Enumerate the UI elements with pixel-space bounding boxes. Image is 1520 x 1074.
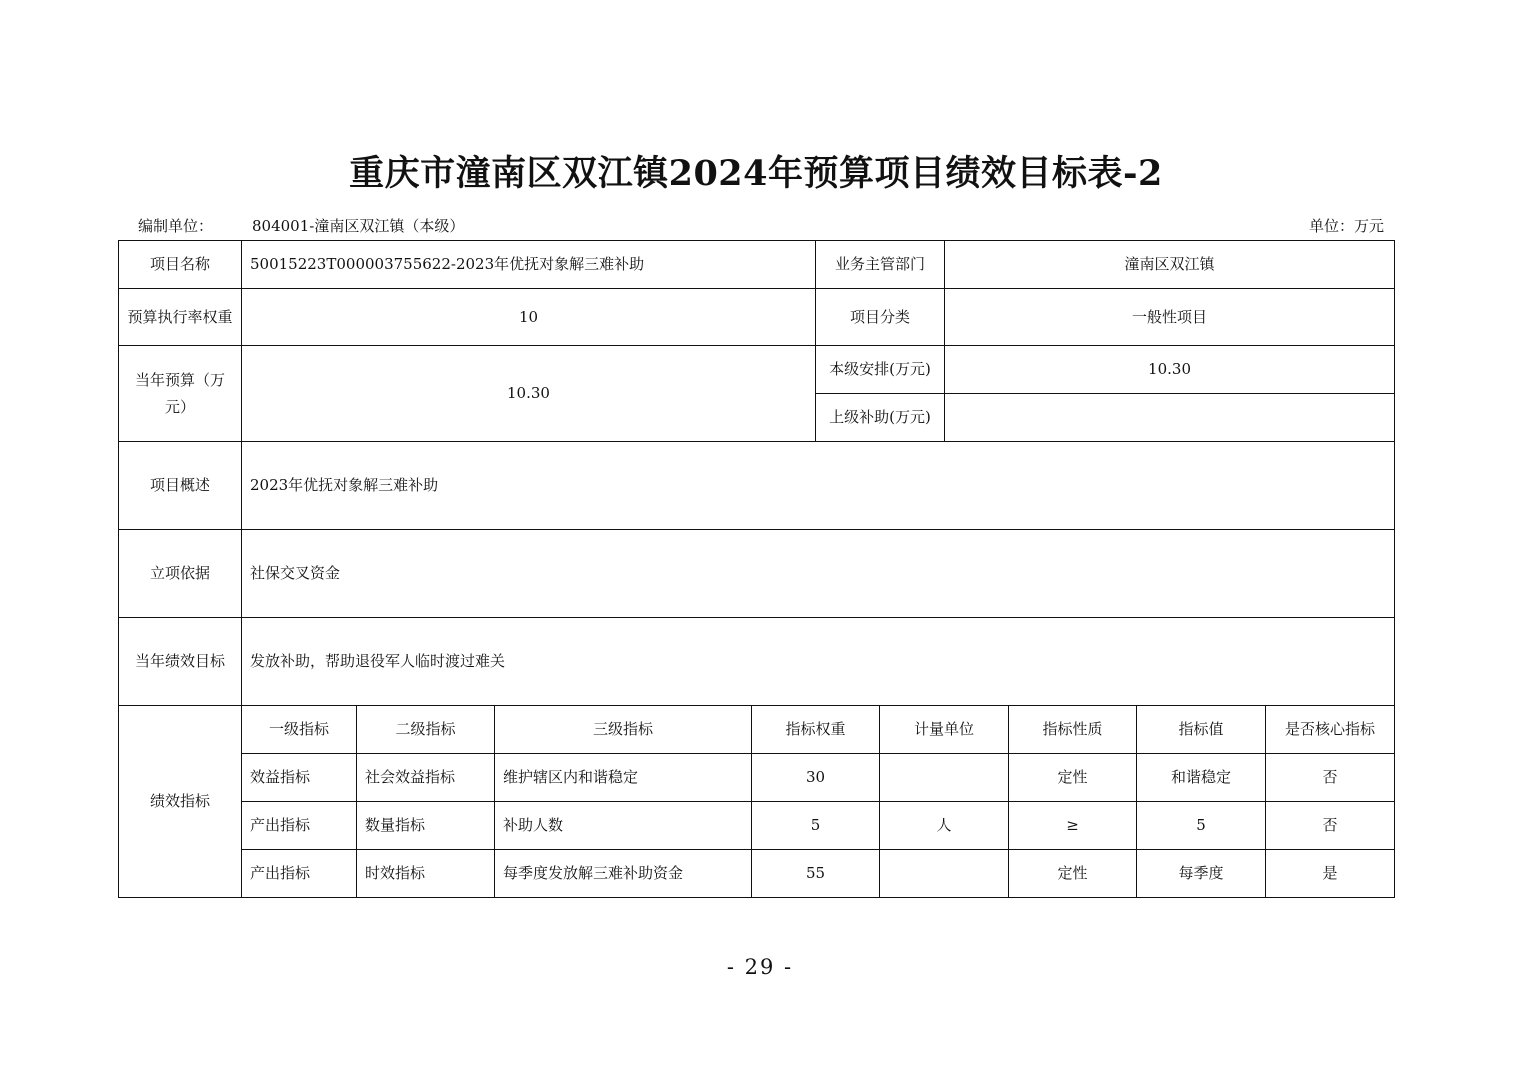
perf-cell-weight: 55 (752, 850, 880, 898)
page-title: 重庆市潼南区双江镇2024年预算项目绩效目标表-2 (349, 153, 1163, 194)
local-budget-label: 本级安排(万元) (816, 346, 945, 394)
local-budget-value: 10.30 (945, 346, 1395, 394)
perf-cell-weight: 5 (752, 802, 880, 850)
perf-cell-level3: 补助人数 (495, 802, 752, 850)
dept-value: 潼南区双江镇 (945, 241, 1395, 289)
dept-label: 业务主管部门 (816, 241, 945, 289)
table-row (119, 802, 1395, 850)
exec-rate-value: 10 (242, 289, 816, 346)
perf-cell-level2: 时效指标 (357, 850, 495, 898)
perf-cell-unit (880, 850, 1009, 898)
perf-cell-core: 否 (1266, 802, 1395, 850)
exec-rate-label: 预算执行率权重 (119, 289, 242, 346)
perf-header-weight: 指标权重 (752, 706, 880, 754)
perf-header-level3: 三级指标 (495, 706, 752, 754)
upper-subsidy-label: 上级补助(万元) (816, 394, 945, 442)
perf-cell-nature: ≥ (1009, 802, 1137, 850)
perf-header-row (119, 706, 1395, 754)
basis-label: 立项依据 (119, 530, 242, 618)
perf-header-value: 指标值 (1137, 706, 1266, 754)
perf-cell-nature: 定性 (1009, 850, 1137, 898)
perf-cell-nature: 定性 (1009, 754, 1137, 802)
perf-cell-level1: 效益指标 (242, 754, 357, 802)
overview-label: 项目概述 (119, 442, 242, 530)
overview-value: 2023年优抚对象解三难补助 (242, 442, 1395, 530)
unit-value: 804001-潼南区双江镇（本级） (252, 217, 465, 235)
perf-cell-unit: 人 (880, 802, 1009, 850)
goal-label: 当年绩效目标 (119, 618, 242, 706)
perf-cell-level2: 数量指标 (357, 802, 495, 850)
perf-cell-level3: 维护辖区内和谐稳定 (495, 754, 752, 802)
perf-cell-weight: 30 (752, 754, 880, 802)
perf-header-level1: 一级指标 (242, 706, 357, 754)
upper-subsidy-value (945, 394, 1395, 442)
unit-label: 编制单位： (138, 217, 214, 235)
currency-unit: 单位：万元 (1308, 217, 1384, 235)
perf-cell-core: 是 (1266, 850, 1395, 898)
perf-header-nature: 指标性质 (1009, 706, 1137, 754)
perf-header-core: 是否核心指标 (1266, 706, 1395, 754)
perf-cell-level1: 产出指标 (242, 850, 357, 898)
perf-cell-level1: 产出指标 (242, 802, 357, 850)
table-row (119, 850, 1395, 898)
project-name-value: 50015223T000003755622-2023年优抚对象解三难补助 (242, 241, 816, 289)
category-value: 一般性项目 (945, 289, 1395, 346)
perf-header-unit: 计量单位 (880, 706, 1009, 754)
budget-value: 10.30 (242, 346, 816, 442)
goal-value: 发放补助，帮助退役军人临时渡过难关 (242, 618, 1395, 706)
perf-cell-core: 否 (1266, 754, 1395, 802)
basis-value: 社保交叉资金 (242, 530, 1395, 618)
budget-label: 当年预算（万元） (119, 346, 242, 442)
perf-cell-value: 和谐稳定 (1137, 754, 1266, 802)
perf-cell-value: 5 (1137, 802, 1266, 850)
perf-cell-level2: 社会效益指标 (357, 754, 495, 802)
perf-label: 绩效指标 (119, 706, 242, 898)
perf-cell-level3: 每季度发放解三难补助资金 (495, 850, 752, 898)
page-number: - 29 - (726, 955, 794, 979)
perf-cell-value: 每季度 (1137, 850, 1266, 898)
project-name-label: 项目名称 (119, 241, 242, 289)
table-row (119, 754, 1395, 802)
perf-cell-unit (880, 754, 1009, 802)
performance-table (118, 240, 1395, 898)
perf-header-level2: 二级指标 (357, 706, 495, 754)
category-label: 项目分类 (816, 289, 945, 346)
